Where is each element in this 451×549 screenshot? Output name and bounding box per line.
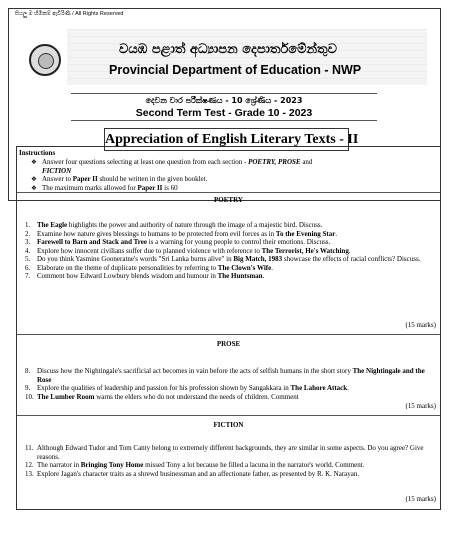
question-text: Although Edward Tudor and Tom Canty belong to extremely different backgrounds, they are similar in some aspects. Do you agree? Give reasons. [37,444,424,461]
question-item [25,230,433,239]
instruction-text: Answer four questions selecting at least one question from each section - [42,158,249,166]
question-title: The Terrorist, He's Watching [261,246,349,255]
prose-marks: (15 marks) [405,402,436,410]
question-number: 5. [25,255,31,263]
question-text: Explore Jagan's character traits as a shrewd businessman and an affectionate father, as presented by R. K. Narayan. [37,469,360,478]
question-title: Big Match, 1983 [233,255,283,263]
department-name-sinhala: වයඹ පළාත් අධ්‍යාපන දෙපාර්තමේන්තුව [119,42,337,57]
question-text: Explore how innocent civilians suffer due to planned violence with reference to [37,246,262,255]
department-name-english: Provincial Department of Education - NWP [109,63,362,77]
question-text: . [335,229,338,238]
poetry-title: POETRY [214,196,243,204]
question-text: Explore the qualities of leadership and passion for his profession shown by Sangakkara in [37,384,291,392]
question-text: highlights the power and authority of nature through the image of a majestic bird. Discuss. [67,221,323,229]
question-text: showcase the effects of racial conflicts? Discuss. [282,255,421,263]
instruction-emphasis: Paper II [72,175,98,183]
question-text: . [348,246,351,255]
question-number: 8. [25,367,31,375]
fiction-marks: (15 marks) [405,495,436,503]
paper-title: Appreciation of English Literary Texts - II [104,128,349,151]
question-text: Elaborate on the theme of duplicate personalities by referring to [37,263,218,272]
question-title: The Nightingale and the Rose [37,367,425,384]
prose-questions [25,367,433,401]
question-text: missed Tony a lot because he filled a lacuna in the narrator's world. Comment. [143,461,365,469]
section-divider [17,334,440,335]
rights-notice: සියලු ම හිමිකම් ඇවිරිණි / All Rights Reserved [15,11,124,17]
question-title: The Lumber Room [37,392,95,401]
instruction-text: should be written in the given booklet. [97,175,208,183]
fiction-title: FICTION [213,421,244,429]
instruction-text: is 60 [162,183,178,192]
question-text: Comment how Edward Lowbury blends wisdom and humour in [37,272,218,280]
instruction-text: The maximum marks allowed for [42,183,138,192]
instruction-item [31,175,426,184]
question-number: 6. [25,263,31,272]
question-title: The Eagle [37,221,68,229]
term-box [71,93,377,121]
question-item [25,384,433,393]
question-title: Bringing Tony Home [80,461,144,469]
emblem-icon [29,44,61,76]
question-title: The Clown's Wife [217,263,272,272]
question-item [25,461,433,470]
instructions-heading: Instructions [19,149,56,157]
question-item [25,264,433,273]
question-text: is a warning for young people to control their emotions. Discuss. [146,238,331,246]
question-item [25,393,433,402]
question-text: . [262,272,265,280]
question-paper-body [16,146,441,510]
question-item [25,255,433,264]
question-item [25,238,433,247]
question-number: 2. [25,229,31,238]
question-title: The Huntsman [217,272,263,280]
question-text: Examine how nature gives blessings to humans to be protected from evil forces as in [37,229,276,238]
poetry-questions [25,221,433,281]
instruction-sections: FICTION [42,166,72,175]
question-item [25,470,433,479]
fiction-questions [25,444,433,478]
term-title-sinhala: දෙවන වාර පරීක්ෂණය - 10 ශ්‍රේණිය - 2023 [145,96,303,105]
question-text: The narrator in [37,461,81,469]
question-text: . [347,384,349,392]
question-number: 10. [25,392,34,401]
question-item [25,444,433,461]
question-title: Farewell to Barn and Stack and Tree [37,238,147,246]
instructions-list [31,158,426,192]
question-number: 13. [25,469,34,478]
question-item [25,247,433,256]
question-title: To the Evening Star [275,229,336,238]
question-item [25,272,433,281]
instruction-sections: POETRY, PROSE [248,158,301,166]
question-number: 4. [25,246,31,255]
instruction-text: and [300,158,313,166]
question-item [25,221,433,230]
prose-title: PROSE [216,340,241,348]
term-title-english: Second Term Test - Grade 10 - 2023 [135,107,313,119]
question-item [25,367,433,384]
question-text: Do you think Yasmine Gooneratne's words "Sri Lanka burns alive" in [37,255,234,263]
poetry-marks: (15 marks) [405,321,436,329]
instruction-item [31,184,426,193]
question-number: 9. [25,384,31,392]
question-number: 11. [25,444,34,452]
question-number: 7. [25,272,31,280]
question-text: warns the elders who do not understand the needs of children. Comment [94,392,299,401]
question-number: 3. [25,238,31,246]
instruction-item [31,158,426,175]
question-number: 12. [25,461,34,469]
question-text: . [271,263,273,272]
question-number: 1. [25,221,31,229]
section-divider [17,192,440,193]
instruction-emphasis: Paper II [137,183,163,192]
instruction-text: Answer to [42,175,73,183]
section-divider [17,415,440,416]
question-title: The Lahore Attack [290,384,348,392]
question-text: Discuss how the Nightingale's sacrificial act becomes in vain before the acts of selfish humans in the short story [37,367,353,375]
